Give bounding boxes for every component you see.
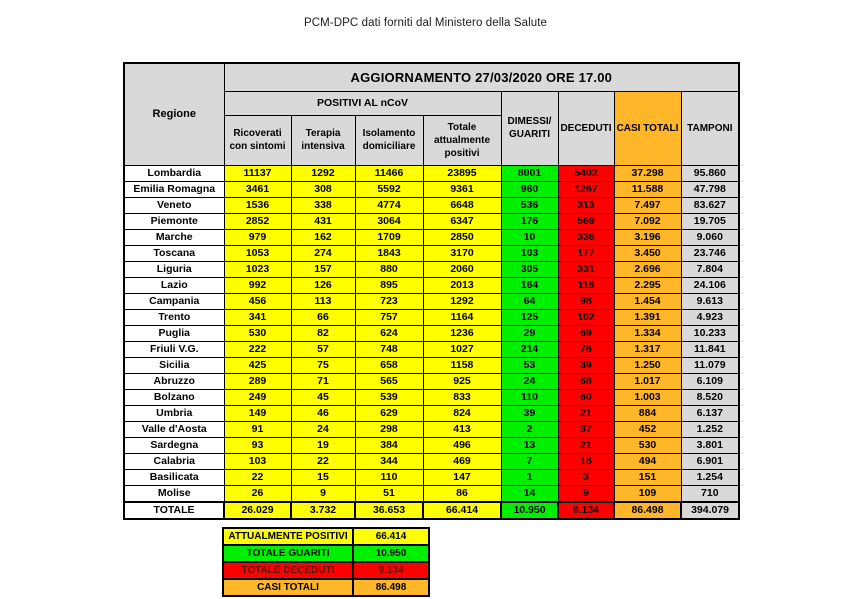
value-cell: 177 [558,245,614,261]
value-cell: 1.003 [614,389,681,405]
region-name-cell: Veneto [124,197,224,213]
value-cell: 45 [291,389,355,405]
legend-table [222,527,430,597]
value-cell: 658 [355,357,423,373]
value-cell: 157 [291,261,355,277]
value-cell: 1.017 [614,373,681,389]
value-cell: 71 [291,373,355,389]
value-cell: 530 [224,325,291,341]
value-cell: 69 [558,325,614,341]
value-cell: 431 [291,213,355,229]
value-cell: 98 [558,293,614,309]
value-cell: 39 [558,357,614,373]
value-cell: 6.109 [681,373,739,389]
table-row [124,405,739,421]
value-cell: 1.391 [614,309,681,325]
value-cell: 86 [423,485,501,502]
value-cell: 53 [501,357,558,373]
region-name-cell: Liguria [124,261,224,277]
value-cell: 1.254 [681,469,739,485]
region-name-cell: Friuli V.G. [124,341,224,357]
table-row [124,293,739,309]
value-cell: 565 [355,373,423,389]
value-cell: 925 [423,373,501,389]
value-cell: 9361 [423,181,501,197]
value-cell: 126 [291,277,355,293]
value-cell: 2850 [423,229,501,245]
value-cell: 1164 [423,309,501,325]
value-cell: 992 [224,277,291,293]
region-name-cell: Valle d'Aosta [124,421,224,437]
value-cell: 11.841 [681,341,739,357]
legend-value: 66.414 [353,528,429,545]
legend-value: 10.950 [353,545,429,562]
value-cell: 1 [501,469,558,485]
value-cell: 3461 [224,181,291,197]
value-cell: 66.414 [423,502,501,519]
value-cell: 1843 [355,245,423,261]
table-row [124,325,739,341]
value-cell: 4.923 [681,309,739,325]
value-cell: 1.317 [614,341,681,357]
value-cell: 76 [558,341,614,357]
value-cell: 214 [501,341,558,357]
region-name-cell: Bolzano [124,389,224,405]
region-name-cell: Campania [124,293,224,309]
value-cell: 1158 [423,357,501,373]
value-cell: 37 [558,421,614,437]
ricoverati-header: Ricoverati con sintomi [224,115,291,165]
value-cell: 624 [355,325,423,341]
value-cell: 9.060 [681,229,739,245]
value-cell: 6648 [423,197,501,213]
value-cell: 1267 [558,181,614,197]
value-cell: 5402 [558,165,614,181]
value-cell: 536 [501,197,558,213]
value-cell: 15 [291,469,355,485]
value-cell: 8.520 [681,389,739,405]
value-cell: 19.705 [681,213,739,229]
value-cell: 46 [291,405,355,421]
value-cell: 7.804 [681,261,739,277]
value-cell: 425 [224,357,291,373]
value-cell: 64 [501,293,558,309]
region-name-cell: Puglia [124,325,224,341]
value-cell: 10 [501,229,558,245]
value-cell: 3.801 [681,437,739,453]
value-cell: 51 [355,485,423,502]
positives-group-header: POSITIVI AL nCoV [224,91,501,115]
value-cell: 723 [355,293,423,309]
legend-label: TOTALE GUARITI [223,545,353,562]
value-cell: 109 [614,485,681,502]
value-cell: 1292 [291,165,355,181]
value-cell: 24.106 [681,277,739,293]
value-cell: 1053 [224,245,291,261]
total-row [124,502,739,519]
value-cell: 456 [224,293,291,309]
table-body [124,165,739,519]
value-cell: 3170 [423,245,501,261]
value-cell: 8001 [501,165,558,181]
legend-row [223,579,429,596]
value-cell: 21 [558,405,614,421]
table-row [124,309,739,325]
value-cell: 22 [224,469,291,485]
totale-positivi-header: Totale attualmente positivi [423,115,501,165]
region-name-cell: Lombardia [124,165,224,181]
value-cell: 147 [423,469,501,485]
region-name-cell: TOTALE [124,502,224,519]
casi-totali-header: CASI TOTALI [614,91,681,165]
value-cell: 833 [423,389,501,405]
value-cell: 13 [501,437,558,453]
value-cell: 11.079 [681,357,739,373]
legend-row [223,562,429,579]
legend-label: ATTUALMENTE POSITIVI [223,528,353,545]
covid-table-container [123,62,740,520]
value-cell: 7.092 [614,213,681,229]
table-row [124,453,739,469]
value-cell: 394.079 [681,502,739,519]
value-cell: 331 [558,261,614,277]
value-cell: 341 [224,309,291,325]
value-cell: 60 [558,389,614,405]
value-cell: 110 [501,389,558,405]
value-cell: 2.295 [614,277,681,293]
value-cell: 3.450 [614,245,681,261]
value-cell: 24 [291,421,355,437]
value-cell: 86.498 [614,502,681,519]
value-cell: 9 [558,485,614,502]
value-cell: 7.497 [614,197,681,213]
value-cell: 1027 [423,341,501,357]
value-cell: 880 [355,261,423,277]
legend-value: 9.134 [353,562,429,579]
value-cell: 308 [291,181,355,197]
value-cell: 249 [224,389,291,405]
table-row [124,373,739,389]
value-cell: 960 [501,181,558,197]
value-cell: 9 [291,485,355,502]
legend-label: TOTALE DECEDUTI [223,562,353,579]
dimessi-guariti-header: DIMESSI/ GUARITI [501,91,558,165]
table-row [124,197,739,213]
value-cell: 298 [355,421,423,437]
table-row [124,277,739,293]
value-cell: 103 [224,453,291,469]
table-row [124,341,739,357]
legend-value: 86.498 [353,579,429,596]
covid-data-table [123,62,740,520]
value-cell: 113 [291,293,355,309]
value-cell: 10.233 [681,325,739,341]
tamponi-header: TAMPONI [681,91,739,165]
value-cell: 14 [501,485,558,502]
region-name-cell: Toscana [124,245,224,261]
table-row [124,485,739,502]
value-cell: 1292 [423,293,501,309]
table-row [124,165,739,181]
value-cell: 222 [224,341,291,357]
value-cell: 2 [501,421,558,437]
region-name-cell: Basilicata [124,469,224,485]
value-cell: 24 [501,373,558,389]
value-cell: 1.250 [614,357,681,373]
value-cell: 110 [355,469,423,485]
value-cell: 884 [614,405,681,421]
value-cell: 344 [355,453,423,469]
value-cell: 895 [355,277,423,293]
value-cell: 1236 [423,325,501,341]
page-title: PCM-DPC dati forniti dal Ministero della Salute [303,17,548,29]
value-cell: 469 [423,453,501,469]
value-cell: 11137 [224,165,291,181]
value-cell: 629 [355,405,423,421]
value-cell: 530 [614,437,681,453]
value-cell: 289 [224,373,291,389]
region-name-cell: Calabria [124,453,224,469]
value-cell: 494 [614,453,681,469]
value-cell: 539 [355,389,423,405]
table-header [124,63,739,165]
value-cell: 26.029 [224,502,291,519]
value-cell: 3 [558,469,614,485]
value-cell: 452 [614,421,681,437]
value-cell: 569 [558,213,614,229]
legend-row [223,545,429,562]
value-cell: 338 [291,197,355,213]
value-cell: 21 [558,437,614,453]
value-cell: 23.746 [681,245,739,261]
value-cell: 496 [423,437,501,453]
value-cell: 336 [558,229,614,245]
value-cell: 824 [423,405,501,421]
value-cell: 3.732 [291,502,355,519]
value-cell: 1.334 [614,325,681,341]
legend-container [222,527,430,597]
table-row [124,437,739,453]
value-cell: 384 [355,437,423,453]
value-cell: 162 [291,229,355,245]
value-cell: 6347 [423,213,501,229]
region-name-cell: Marche [124,229,224,245]
value-cell: 95.860 [681,165,739,181]
value-cell: 82 [291,325,355,341]
value-cell: 93 [224,437,291,453]
value-cell: 4774 [355,197,423,213]
value-cell: 7 [501,453,558,469]
value-cell: 2.696 [614,261,681,277]
value-cell: 274 [291,245,355,261]
value-cell: 18 [558,453,614,469]
value-cell: 1.454 [614,293,681,309]
value-cell: 3.196 [614,229,681,245]
value-cell: 305 [501,261,558,277]
value-cell: 37.298 [614,165,681,181]
value-cell: 1709 [355,229,423,245]
value-cell: 118 [558,277,614,293]
value-cell: 102 [558,309,614,325]
value-cell: 413 [423,421,501,437]
region-name-cell: Sicilia [124,357,224,373]
value-cell: 125 [501,309,558,325]
value-cell: 2013 [423,277,501,293]
value-cell: 29 [501,325,558,341]
value-cell: 6.137 [681,405,739,421]
table-row [124,261,739,277]
value-cell: 91 [224,421,291,437]
value-cell: 313 [558,197,614,213]
region-name-cell: Sardegna [124,437,224,453]
value-cell: 103 [501,245,558,261]
terapia-intensiva-header: Terapia intensiva [291,115,355,165]
region-name-cell: Abruzzo [124,373,224,389]
region-name-cell: Umbria [124,405,224,421]
value-cell: 6.901 [681,453,739,469]
value-cell: 979 [224,229,291,245]
legend-body [223,528,429,596]
value-cell: 3064 [355,213,423,229]
value-cell: 748 [355,341,423,357]
value-cell: 68 [558,373,614,389]
value-cell: 2852 [224,213,291,229]
value-cell: 47.798 [681,181,739,197]
isolamento-header: Isolamento domiciliare [355,115,423,165]
region-name-cell: Trento [124,309,224,325]
value-cell: 9.134 [558,502,614,519]
region-column-header: Regione [124,63,224,165]
value-cell: 26 [224,485,291,502]
value-cell: 1536 [224,197,291,213]
value-cell: 5592 [355,181,423,197]
value-cell: 1023 [224,261,291,277]
value-cell: 176 [501,213,558,229]
value-cell: 2060 [423,261,501,277]
value-cell: 36.653 [355,502,423,519]
table-row [124,245,739,261]
table-row [124,421,739,437]
table-row [124,181,739,197]
value-cell: 10.950 [501,502,558,519]
table-row [124,357,739,373]
region-name-cell: Lazio [124,277,224,293]
value-cell: 149 [224,405,291,421]
table-row [124,229,739,245]
value-cell: 23895 [423,165,501,181]
value-cell: 57 [291,341,355,357]
value-cell: 66 [291,309,355,325]
value-cell: 757 [355,309,423,325]
region-name-cell: Emilia Romagna [124,181,224,197]
value-cell: 710 [681,485,739,502]
update-title: AGGIORNAMENTO 27/03/2020 ORE 17.00 [224,63,739,91]
table-row [124,469,739,485]
table-row [124,389,739,405]
value-cell: 75 [291,357,355,373]
value-cell: 151 [614,469,681,485]
value-cell: 11466 [355,165,423,181]
deceduti-header: DECEDUTI [558,91,614,165]
value-cell: 39 [501,405,558,421]
legend-label: CASI TOTALI [223,579,353,596]
value-cell: 11.588 [614,181,681,197]
value-cell: 9.613 [681,293,739,309]
value-cell: 1.252 [681,421,739,437]
legend-row [223,528,429,545]
region-name-cell: Molise [124,485,224,502]
table-row [124,213,739,229]
value-cell: 83.627 [681,197,739,213]
value-cell: 19 [291,437,355,453]
value-cell: 22 [291,453,355,469]
region-name-cell: Piemonte [124,213,224,229]
value-cell: 164 [501,277,558,293]
